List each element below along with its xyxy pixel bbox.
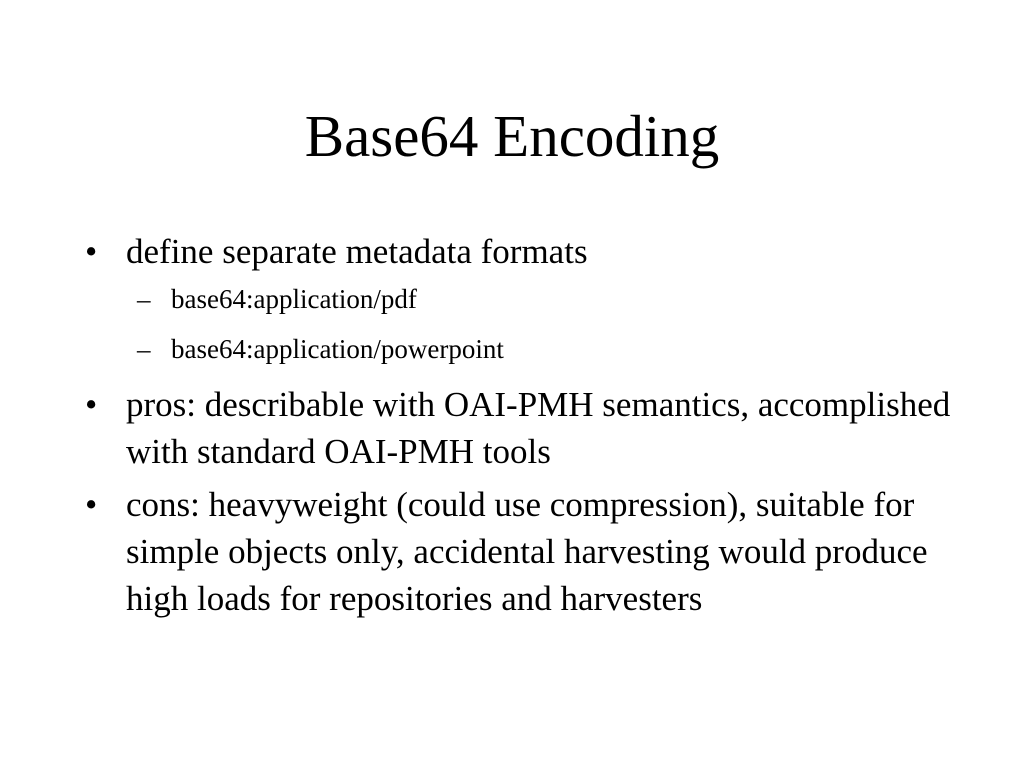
sub-bullet-item (85, 281, 985, 318)
dash-icon: – (137, 334, 151, 364)
sub-bullet-item (85, 331, 985, 368)
slide-body (85, 228, 985, 628)
dash-icon: – (137, 284, 151, 314)
bullet-text: pros: describable with OAI-PMH semantics, accomplished with standard OAI-PMH tools (126, 385, 951, 471)
bullet-icon: • (85, 485, 98, 524)
slide-title: Base64 Encoding (304, 103, 720, 169)
sub-bullet-text: base64:application/powerpoint (171, 334, 504, 364)
bullet-item (85, 381, 985, 475)
sub-bullet-list (85, 281, 985, 368)
bullet-text: define separate metadata formats (126, 232, 588, 271)
bullet-item (85, 228, 985, 275)
bullet-icon: • (85, 232, 98, 271)
bullet-text: cons: heavyweight (could use compression), suitable for simple objects only, accidental harvesting would produce high loads for repositories and harvesters (126, 485, 928, 618)
bullet-item (85, 481, 985, 622)
bullet-icon: • (85, 385, 98, 424)
sub-bullet-text: base64:application/pdf (171, 284, 417, 314)
